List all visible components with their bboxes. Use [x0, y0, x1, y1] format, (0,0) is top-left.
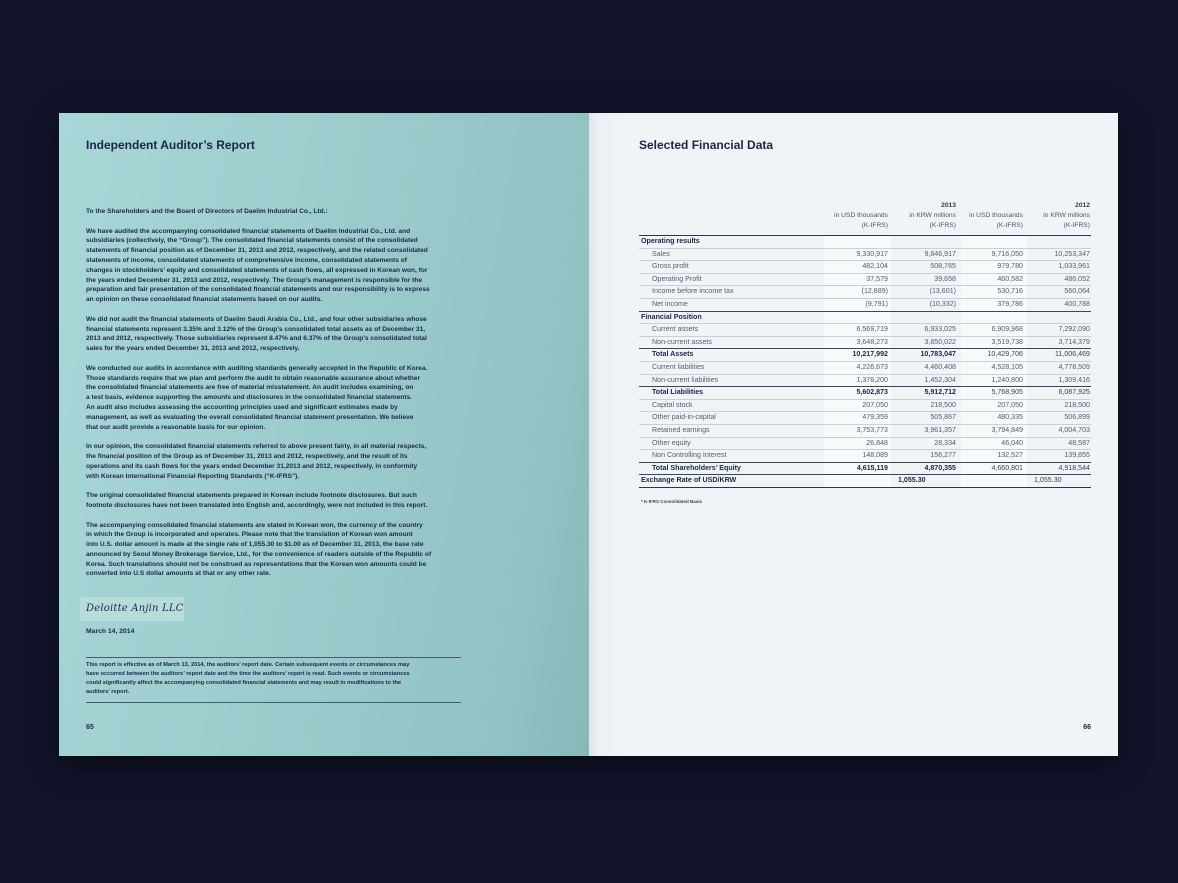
paragraph — [86, 521, 431, 580]
value-cell: 3,519,738 — [961, 337, 1027, 350]
year-header-row — [639, 201, 1091, 211]
column-basis-header: (K-IFRS) — [961, 221, 1027, 236]
value-cell: 4,004,703 — [1027, 425, 1091, 438]
note-line: have occurred between the auditors’ report date and the time the auditors’ report is read. Such events or circumstances — [86, 671, 410, 677]
row-label: Other paid-in-capital — [639, 412, 824, 425]
value-cell: 4,660,801 — [961, 463, 1027, 476]
row-label: Non-current assets — [639, 337, 824, 350]
value-cell: 4,615,119 — [824, 463, 891, 476]
value-cell: 11,006,469 — [1027, 349, 1091, 362]
note-line: This report is effective as of March 13, 2014, the auditors’ report date. Certain subsequent events or circumstances may — [86, 662, 410, 668]
text-line: in which the Group is incorporated and operates. Please note that the translation of Korean won amount — [86, 531, 413, 539]
value-cell: 400,788 — [1027, 299, 1091, 312]
value-cell: 46,040 — [961, 438, 1027, 451]
value-cell: 139,855 — [1027, 450, 1091, 463]
table-row — [639, 261, 1091, 274]
empty-cell — [891, 236, 961, 249]
value-cell: 5,602,873 — [824, 387, 891, 400]
text-line: announced by Seoul Money Brokerage Service, Ltd., for the convenience of readers outside of the Republic of — [86, 550, 432, 558]
financial-data-table — [639, 201, 1091, 488]
value-cell: 6,909,968 — [961, 324, 1027, 337]
text-line: with Korean International Financial Reporting Standards (“K-IFRS”). — [86, 472, 300, 480]
empty-cell — [824, 475, 891, 488]
signature-box — [80, 597, 184, 621]
value-cell: 479,359 — [824, 412, 891, 425]
paragraph — [86, 364, 431, 433]
right-page — [589, 113, 1118, 756]
text-line: An audit also includes assessing the accounting principles used and significant estimates made by — [86, 403, 398, 411]
text-line: converted into U.S dollar amounts at that or any other rate. — [86, 570, 271, 578]
value-cell: 218,500 — [1027, 400, 1091, 413]
value-cell: 28,334 — [891, 438, 961, 451]
value-cell: 3,753,773 — [824, 425, 891, 438]
text-line: an opinion on these consolidated financial statements based on our audits. — [86, 296, 323, 304]
divider — [86, 657, 461, 658]
value-cell: 9,716,050 — [961, 249, 1027, 262]
value-cell: 207,050 — [961, 400, 1027, 413]
table-row — [639, 425, 1091, 438]
value-cell: 1,033,961 — [1027, 261, 1091, 274]
table-row — [639, 299, 1091, 312]
table-row — [639, 438, 1091, 451]
row-label: Other equity — [639, 438, 824, 451]
value-cell: 4,778,509 — [1027, 362, 1091, 375]
text-line: preparation and fair presentation of the consolidated financial statements and our responsibility is to express — [86, 286, 430, 294]
value-cell: 9,846,917 — [891, 249, 961, 262]
column-unit-header: in USD thousands — [834, 212, 888, 219]
table-row — [639, 286, 1091, 299]
text-line: that our audit provide a reasonable basis for our opinion. — [86, 423, 266, 431]
text-line: the financial position of the Group as of December 31, 2013 and 2012, respectively, and the result of its — [86, 452, 408, 460]
row-label: Current liabilities — [639, 362, 824, 375]
total-row — [639, 349, 1091, 362]
text-line: changes in stockholders’ equity and consolidated statements of cash flows, all expressed in Korean won, for — [86, 266, 428, 274]
value-cell: 3,961,357 — [891, 425, 961, 438]
text-line: The original consolidated financial statements prepared in Korean include footnote disclosures. But such — [86, 492, 417, 500]
empty-cell — [961, 236, 1027, 249]
row-label: Current assets — [639, 324, 824, 337]
column-unit-header: in KRW millions — [909, 212, 956, 219]
value-cell: 9,330,917 — [824, 249, 891, 262]
basis-header-row — [639, 221, 1091, 236]
header-spacer — [961, 201, 1027, 211]
text-line: We did not audit the financial statements of Daelim Saudi Arabia Co., Ltd., and four other subsidiaries whose — [86, 315, 427, 323]
value-cell: 4,460,408 — [891, 362, 961, 375]
column-basis-header: (K-IFRS) — [1027, 221, 1091, 236]
year-header: 2013 — [941, 202, 956, 209]
column-basis-header: (K-IFRS) — [891, 221, 961, 236]
value-cell: 480,335 — [961, 412, 1027, 425]
value-cell: 1,240,800 — [961, 375, 1027, 388]
value-cell: 10,217,992 — [824, 349, 891, 362]
value-cell: (9,791) — [824, 299, 891, 312]
table-footnote: * K-IFRS Consolidated Basis — [641, 499, 703, 504]
exchange-rate-row — [639, 475, 1091, 488]
auditor-signature: Deloitte Anjin LLC — [86, 603, 184, 614]
text-line: The accompanying consolidated financial statements are stated in Korean won, the currency of the country — [86, 521, 423, 529]
text-line: In our opinion, the consolidated financial statements referred to above present fairly, in all material respects, — [86, 443, 427, 451]
table-row — [639, 362, 1091, 375]
value-cell: 156,277 — [891, 450, 961, 463]
row-label: Total Assets — [639, 349, 824, 362]
empty-cell — [824, 312, 891, 325]
value-cell: 10,429,706 — [961, 349, 1027, 362]
row-label: Net income — [639, 299, 824, 312]
value-cell: 4,528,105 — [961, 362, 1027, 375]
empty-cell — [891, 312, 961, 325]
text-line: the years ended December 31, 2013 and 2012, respectively. The Group’s management is responsible for the — [86, 276, 423, 284]
unit-header-row — [639, 211, 1091, 221]
report-date: March 14, 2014 — [86, 628, 135, 635]
value-cell: 26,848 — [824, 438, 891, 451]
exchange-rate-value: 1,055.30 — [1027, 475, 1091, 488]
value-cell: 1,452,304 — [891, 375, 961, 388]
empty-cell — [961, 475, 1027, 488]
value-cell: 6,087,925 — [1027, 387, 1091, 400]
row-label: Financial Position — [639, 312, 824, 325]
exchange-rate-value: 1,055.30 — [891, 475, 961, 488]
table-body — [639, 236, 1091, 488]
table-row — [639, 450, 1091, 463]
value-cell: 505,867 — [891, 412, 961, 425]
section-header-row — [639, 236, 1091, 249]
row-label: Capital stock — [639, 400, 824, 413]
value-cell: 5,768,905 — [961, 387, 1027, 400]
total-row — [639, 387, 1091, 400]
year-header: 2012 — [1075, 202, 1090, 209]
value-cell: 3,714,379 — [1027, 337, 1091, 350]
text-line: a test basis, evidence supporting the amounts and disclosures in the consolidated financial statements. — [86, 394, 413, 402]
value-cell: 4,918,544 — [1027, 463, 1091, 476]
text-line: the consolidated financial statements are free of material misstatement. An audit includes examining, on — [86, 384, 414, 392]
header-spacer — [824, 201, 891, 211]
value-cell: 4,226,673 — [824, 362, 891, 375]
value-cell: 132,527 — [961, 450, 1027, 463]
value-cell: 3,648,273 — [824, 337, 891, 350]
page-title: Independent Auditor’s Report — [86, 138, 255, 152]
header-spacer — [639, 201, 824, 211]
value-cell: 460,582 — [961, 274, 1027, 287]
value-cell: 48,587 — [1027, 438, 1091, 451]
left-page — [59, 113, 589, 756]
table-row — [639, 375, 1091, 388]
value-cell: 1,309,416 — [1027, 375, 1091, 388]
value-cell: (12,889) — [824, 286, 891, 299]
value-cell: 482,104 — [824, 261, 891, 274]
report-spread — [59, 113, 1118, 756]
column-unit-header: in KRW millions — [1043, 212, 1090, 219]
text-line: statements of financial position as of December 31, 2013 and 2012, respectively, and the related consolidated — [86, 247, 428, 255]
row-label: Income before income tax — [639, 286, 824, 299]
text-line: To the Shareholders and the Board of Directors of Daelim Industrial Co., Ltd.: — [86, 208, 328, 215]
empty-cell — [824, 236, 891, 249]
text-line: sales for the years ended December 31, 2013 and 2012, respectively. — [86, 345, 300, 353]
header-spacer — [639, 221, 824, 236]
value-cell: 508,765 — [891, 261, 961, 274]
section-header-row — [639, 312, 1091, 325]
value-cell: 207,050 — [824, 400, 891, 413]
paragraph — [86, 442, 431, 481]
paragraph — [86, 207, 431, 217]
text-line: Korea. Such translations should not be construed as representations that the Korean won amounts could be — [86, 560, 427, 568]
value-cell: 560,064 — [1027, 286, 1091, 299]
header-spacer — [639, 211, 824, 221]
report-effective-note — [86, 661, 410, 697]
value-cell: 506,899 — [1027, 412, 1091, 425]
table-row — [639, 400, 1091, 413]
value-cell: 1,376,200 — [824, 375, 891, 388]
paragraph — [86, 227, 431, 305]
row-label: Gross profit — [639, 261, 824, 274]
page-number: 66 — [1083, 724, 1091, 731]
text-line: into U.S. dollar amount is made at the single rate of 1,055.30 to $1.00 as of December 31, 2013, the base rate — [86, 541, 424, 549]
text-line: We have audited the accompanying consolidated financial statements of Daelim Industrial Co., Ltd. and — [86, 227, 411, 235]
row-label: Operating results — [639, 236, 824, 249]
value-cell: 379,786 — [961, 299, 1027, 312]
text-line: statements of income, consolidated statements of comprehensive income, consolidated statements of — [86, 256, 407, 264]
table-row — [639, 249, 1091, 262]
table-row — [639, 337, 1091, 350]
value-cell: 6,933,025 — [891, 324, 961, 337]
text-line: footnote disclosures have not been translated into English and, accordingly, were not included in this report. — [86, 501, 428, 509]
value-cell: 37,579 — [824, 274, 891, 287]
text-line: management, as well as evaluating the overall consolidated financial statement presentation. We believe — [86, 413, 414, 421]
text-line: Those standards require that we plan and perform the audit to obtain reasonable assurance about whether — [86, 374, 421, 382]
note-line: auditors’ report. — [86, 689, 130, 695]
text-line: We conducted our audits in accordance with auditing standards generally accepted in the Republic of Korea. — [86, 364, 428, 372]
value-cell: 486,052 — [1027, 274, 1091, 287]
value-cell: 530,716 — [961, 286, 1027, 299]
paragraph — [86, 315, 431, 354]
empty-cell — [1027, 312, 1091, 325]
text-line: operations and its cash flows for the years ended December 31,2013 and 2012, respectively, in conformity — [86, 462, 418, 470]
row-label: Operating Profit — [639, 274, 824, 287]
row-label: Total Liabilities — [639, 387, 824, 400]
value-cell: 4,870,355 — [891, 463, 961, 476]
auditor-report-body — [86, 207, 431, 589]
row-label: Exchange Rate of USD/KRW — [639, 475, 824, 488]
value-cell: 10,253,347 — [1027, 249, 1091, 262]
value-cell: 218,500 — [891, 400, 961, 413]
column-basis-header: (K-IFRS) — [824, 221, 891, 236]
paragraph — [86, 491, 431, 511]
table-header — [639, 201, 1091, 236]
row-label: Non Controlling Interest — [639, 450, 824, 463]
row-label: Retained earnings — [639, 425, 824, 438]
divider — [86, 702, 461, 703]
text-line: financial statements represent 3.35% and 3.12% of the Group’s consolidated total assets as of December 31, — [86, 325, 426, 333]
row-label: Non-current liabilities — [639, 375, 824, 388]
table-row — [639, 274, 1091, 287]
table-row — [639, 412, 1091, 425]
note-line: could significantly affect the accompanying consolidated financial statements and may result in modifications to the — [86, 680, 402, 686]
page-number: 65 — [86, 724, 94, 731]
text-line: subsidiaries (collectively, the “Group”). The consolidated financial statements consist of the consolidated — [86, 237, 418, 245]
value-cell: 39,658 — [891, 274, 961, 287]
row-label: Total Shareholders’ Equity — [639, 463, 824, 476]
value-cell: 5,912,712 — [891, 387, 961, 400]
table-row — [639, 324, 1091, 337]
empty-cell — [1027, 236, 1091, 249]
empty-cell — [961, 312, 1027, 325]
value-cell: 148,089 — [824, 450, 891, 463]
value-cell: 979,780 — [961, 261, 1027, 274]
text-line: 2013 and 2012, respectively. Those subsidiaries represent 8.47% and 6.37% of the Group’s consolidated total — [86, 335, 427, 343]
value-cell: (13,601) — [891, 286, 961, 299]
page-title: Selected Financial Data — [639, 138, 774, 152]
value-cell: 10,783,047 — [891, 349, 961, 362]
value-cell: 6,569,719 — [824, 324, 891, 337]
value-cell: 3,850,022 — [891, 337, 961, 350]
column-unit-header: in USD thousands — [969, 212, 1023, 219]
row-label: Sales — [639, 249, 824, 262]
total-row — [639, 463, 1091, 476]
value-cell: 7,292,090 — [1027, 324, 1091, 337]
value-cell: 3,794,849 — [961, 425, 1027, 438]
value-cell: (10,332) — [891, 299, 961, 312]
